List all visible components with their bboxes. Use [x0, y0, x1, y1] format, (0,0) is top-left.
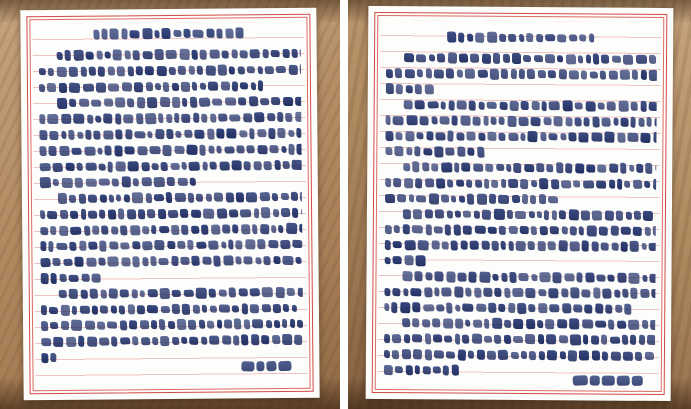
handwriting-line	[385, 236, 656, 253]
handwriting-line	[386, 111, 657, 128]
handwriting-line	[384, 314, 655, 331]
handwriting-line	[385, 143, 656, 160]
handwriting-line	[384, 267, 655, 284]
left-page-photo	[0, 0, 340, 409]
right-signature	[573, 372, 645, 387]
handwriting-line	[386, 49, 657, 66]
handwriting-line	[385, 174, 656, 191]
left-sheet-inner	[20, 8, 319, 401]
left-paper-sheet	[20, 8, 319, 401]
right-page-title	[386, 28, 657, 48]
panel-gap	[340, 0, 348, 409]
handwriting-line	[386, 80, 657, 97]
handwriting-line	[384, 299, 655, 316]
handwriting-line	[385, 221, 656, 238]
handwriting-line	[386, 96, 657, 113]
handwriting-line	[385, 158, 656, 175]
handwriting-line	[385, 205, 656, 222]
handwriting-line	[386, 65, 657, 82]
right-page-photo	[348, 0, 691, 409]
right-sheet-inner	[366, 6, 674, 401]
left-page-title	[38, 24, 300, 44]
handwriting-line	[385, 127, 656, 144]
left-handwriting-block	[38, 24, 303, 365]
handwriting-line	[385, 189, 656, 206]
handwriting-line	[384, 345, 655, 362]
left-signature	[241, 358, 293, 372]
handwriting-line	[384, 330, 655, 347]
handwriting-line	[385, 252, 656, 269]
right-handwriting-block	[384, 28, 657, 378]
handwriting-line	[384, 283, 655, 300]
right-paper-sheet	[366, 6, 674, 401]
